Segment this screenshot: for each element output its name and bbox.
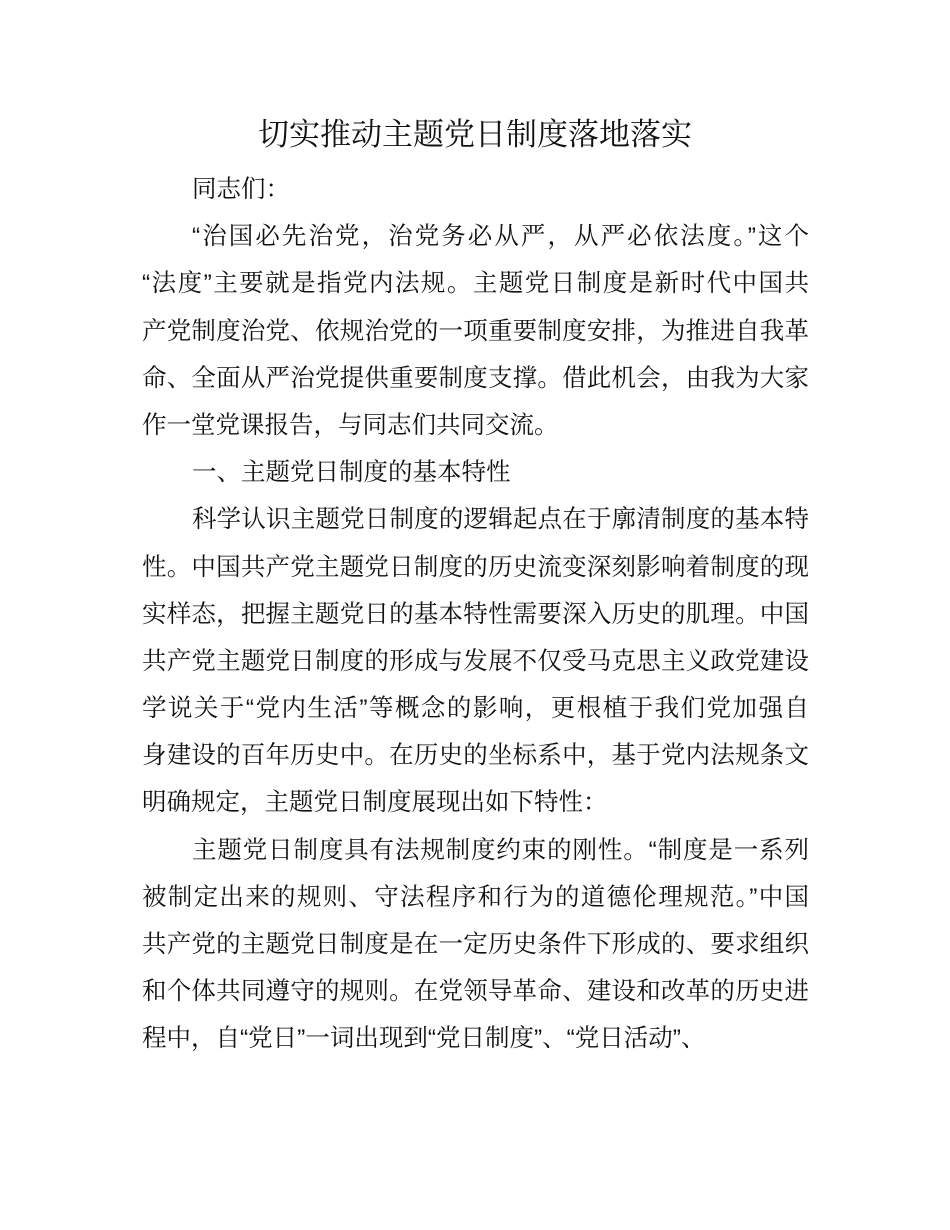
text-line: 科学认识主题党日制度的逻辑起点在于廓清制度的基本特	[192, 506, 809, 534]
text-line: 性。中国共产党主题党日制度的历史流变深刻影响着制度的现	[142, 553, 809, 581]
section-heading	[142, 449, 809, 496]
paragraph-rigidity	[142, 827, 809, 1063]
text-line: 产党制度治党、依规治党的一项重要制度安排，为推进自我革	[142, 317, 809, 345]
text-line: 身建设的百年历史中。在历史的坐标系中，基于党内法规条文	[142, 742, 809, 770]
salutation-text: 同志们：	[192, 176, 290, 203]
text-line: 一、主题党日制度的基本特性	[192, 459, 511, 487]
text-line: 被制定出来的规则、守法程序和行为的道德伦理规范。”中国	[142, 883, 809, 911]
text-line: 共产党的主题党日制度是在一定历史条件下形成的、要求组织	[142, 931, 809, 958]
paragraph-basic-traits	[142, 496, 809, 826]
paragraph-intro	[142, 213, 809, 449]
text-line: 命、全面从严治党提供重要制度支撑。借此机会，由我为大家	[142, 364, 809, 392]
text-line: 作一堂党课报告，与同志们共同交流。	[142, 411, 559, 439]
text-line: 共产党主题党日制度的形成与发展不仅受马克思主义政党建设	[142, 647, 809, 675]
document-body	[142, 166, 809, 1063]
text-line: “法度”主要就是指党内法规。主题党日制度是新时代中国共	[142, 270, 809, 298]
document-title: 切实推动主题党日制度落地落实	[258, 117, 692, 152]
text-line: 明确规定，主题党日制度展现出如下特性：	[142, 789, 608, 817]
text-line: 主题党日制度具有法规制度约束的刚性。“制度是一系列	[192, 836, 809, 864]
text-line: 学说关于“党内生活”等概念的影响，更根植于我们党加强自	[142, 695, 809, 723]
text-line: “治国必先治党，治党务必从严，从严必依法度。”这个	[192, 223, 809, 251]
salutation	[142, 166, 809, 213]
text-line: 和个体共同遵守的规则。在党领导革命、建设和改革的历史进	[142, 978, 809, 1006]
text-line: 程中，自“党日”一词出现到“党日制度”、“党日活动”、	[142, 1025, 706, 1053]
text-line: 实样态，把握主题党日的基本特性需要深入历史的肌理。中国	[142, 600, 809, 628]
